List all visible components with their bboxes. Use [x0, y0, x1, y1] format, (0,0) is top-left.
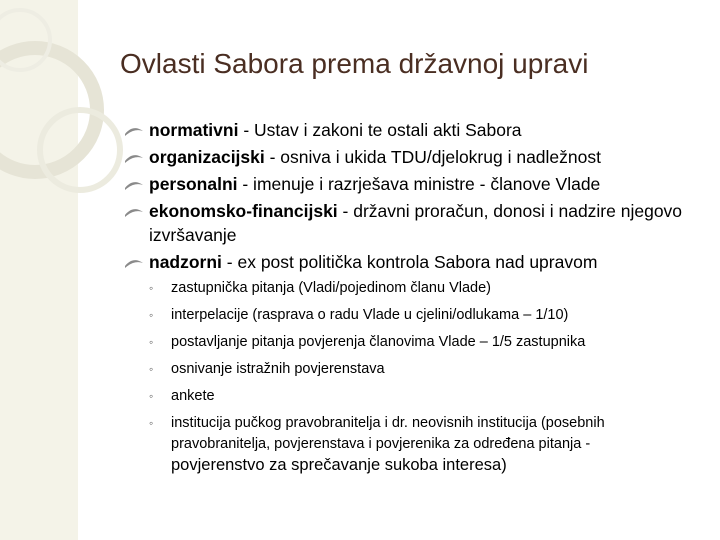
list-item	[124, 199, 684, 247]
bullet-keyword: organizacijski	[149, 147, 265, 167]
bullet-list	[124, 118, 684, 483]
sub-list-item	[149, 386, 684, 407]
sub-list-item	[149, 332, 684, 353]
list-item	[124, 172, 684, 196]
sub-bullet-icon: ◦	[149, 416, 154, 430]
side-band	[0, 0, 78, 540]
list-item	[124, 118, 684, 142]
sub-item-text: zastupnička pitanja (Vladi/pojedinom članu Vlade)	[171, 280, 491, 296]
sub-list-item	[149, 305, 684, 326]
bullet-keyword: personalni	[149, 174, 238, 194]
bullet-keyword: normativni	[149, 120, 239, 140]
curved-swoosh-bullet-icon	[124, 206, 144, 218]
sub-item-text: postavljanje pitanja povjerenja članovima Vlade – 1/5 zastupnika	[171, 334, 586, 350]
sub-list	[149, 278, 684, 477]
list-item	[124, 250, 684, 477]
bullet-keyword: nadzorni	[149, 252, 222, 272]
sub-list-item	[149, 359, 684, 380]
sub-bullet-icon: ◦	[149, 362, 154, 376]
sub-bullet-icon: ◦	[149, 335, 154, 349]
sub-list-item	[149, 413, 684, 477]
sub-bullet-icon: ◦	[149, 389, 154, 403]
curved-swoosh-bullet-icon	[124, 257, 144, 269]
sub-item-text: interpelacije (rasprava o radu Vlade u cjelini/odlukama – 1/10)	[171, 307, 569, 323]
page-title: Ovlasti Sabora prema državnoj upravi	[120, 48, 589, 79]
bullet-text: - osniva i ukida TDU/djelokrug i nadležnost	[264, 147, 601, 167]
curved-swoosh-bullet-icon	[124, 125, 144, 137]
curved-swoosh-bullet-icon	[124, 152, 144, 164]
sub-list-item	[149, 278, 684, 299]
sub-item-text: ankete	[171, 388, 215, 404]
sub-item-text: institucija pučkog pravobranitelja i dr. neovisnih institucija (posebnih pravobranitelja, povjerenstava i povjerenika za određena pitanja -	[171, 415, 605, 452]
list-item	[124, 145, 684, 169]
sub-bullet-icon: ◦	[149, 308, 154, 322]
sub-item-text-tail: povjerenstvo za sprečavanje sukoba interesa)	[171, 456, 507, 474]
bullet-text: - državni proračun, donosi i nadzire njegovo izvršavanje	[149, 201, 683, 245]
bullet-keyword: ekonomsko-financijski	[149, 201, 338, 221]
bullet-text: - imenuje i razrješava ministre - članove Vlade	[237, 174, 601, 194]
curved-swoosh-bullet-icon	[124, 179, 144, 191]
sub-bullet-icon: ◦	[149, 281, 154, 295]
bullet-text: - ex post politička kontrola Sabora nad upravom	[221, 252, 598, 272]
bullet-text: - Ustav i zakoni te ostali akti Sabora	[238, 120, 522, 140]
sub-item-text: osnivanje istražnih povjerenstava	[171, 361, 385, 377]
